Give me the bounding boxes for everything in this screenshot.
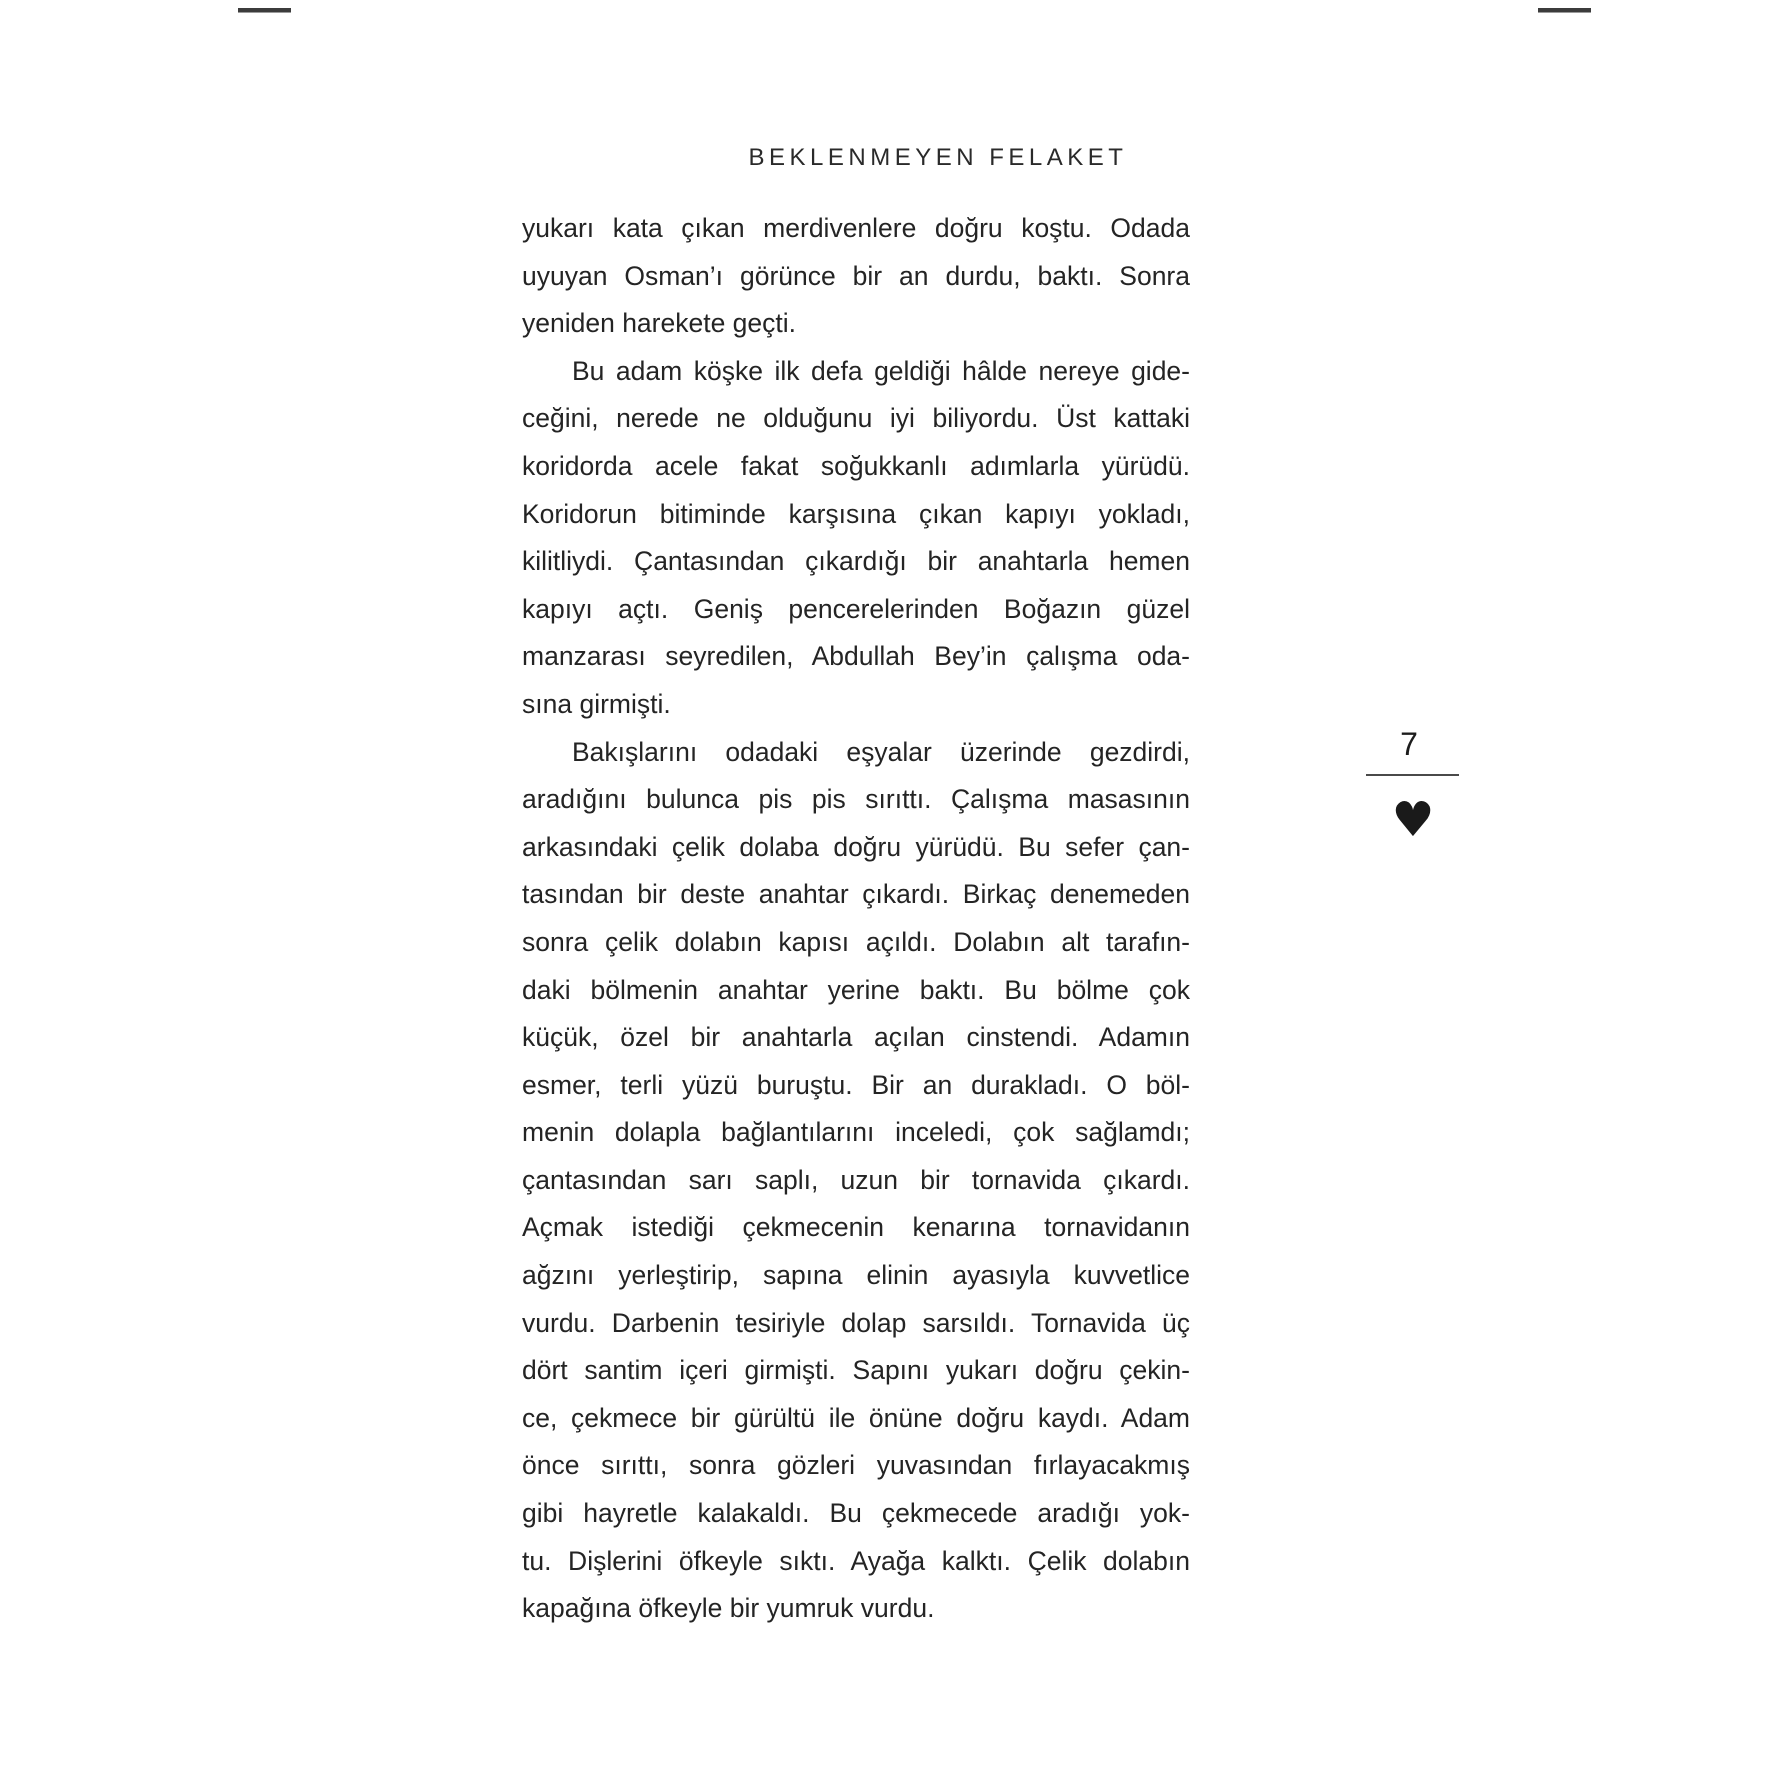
- body-line: tu. Dişlerini öfkeyle sıktı. Ayağa kalktı. Çelik dolabın: [522, 1545, 1190, 1576]
- body-line: çantasından sarı saplı, uzun bir tornavida çıkardı.: [522, 1164, 1190, 1195]
- body-line: ağzını yerleştirip, sapına elinin ayasıyla kuvvetlice: [522, 1260, 1190, 1291]
- corner-mark-left: [238, 8, 291, 13]
- body-line: aradığını bulunca pis pis sırıttı. Çalışma masasının: [522, 784, 1190, 815]
- body-line: dört santim içeri girmişti. Sapını yukarı doğru çekin-: [522, 1355, 1190, 1386]
- body-line: sonra çelik dolabın kapısı açıldı. Dolabın alt tarafın-: [522, 926, 1190, 957]
- body-line: koridorda acele fakat soğukkanlı adımlarla yürüdü.: [522, 450, 1190, 481]
- body-line: esmer, terli yüzü buruştu. Bir an durakladı. O böl-: [522, 1069, 1190, 1100]
- body-line: manzarası seyredilen, Abdullah Bey’in çalışma oda-: [522, 641, 1190, 672]
- separator-line: [1366, 774, 1459, 776]
- body-line: Koridorun bitiminde karşısına çıkan kapıyı yokladı,: [522, 498, 1190, 529]
- body-line: yeniden harekete geçti.: [522, 308, 797, 339]
- body-line: Açmak istediği çekmecenin kenarına tornavidanın: [522, 1212, 1190, 1243]
- body-line: Bakışlarını odadaki eşyalar üzerinde gezdirdi,: [572, 736, 1190, 767]
- body-line: ceğini, nerede ne olduğunu iyi biliyordu. Üst kattaki: [522, 403, 1190, 434]
- heart-icon: ♥: [1391, 792, 1435, 848]
- text-column: [522, 205, 1190, 1633]
- body-line: sına girmişti.: [522, 688, 671, 719]
- body-line: kapıyı açtı. Geniş pencerelerinden Boğazın güzel: [522, 593, 1190, 624]
- body-line: gibi hayretle kalakaldı. Bu çekmecede aradığı yok-: [522, 1498, 1190, 1529]
- body-line: önce sırıttı, sonra gözleri yuvasından fırlayacakmış: [522, 1450, 1190, 1481]
- body-line: daki bölmenin anahtar yerine baktı. Bu bölme çok: [522, 974, 1190, 1005]
- body-line: yukarı kata çıkan merdivenlere doğru koştu. Odada: [522, 213, 1190, 243]
- body-line: kapağına öfkeyle bir yumruk vurdu.: [522, 1593, 935, 1624]
- body-line: kilitliydi. Çantasından çıkardığı bir anahtarla hemen: [522, 546, 1190, 577]
- body-line: menin dolapla bağlantılarını inceledi, çok sağlamdı;: [522, 1117, 1190, 1148]
- body-line: vurdu. Darbenin tesiriyle dolap sarsıldı. Tornavida üç: [522, 1307, 1190, 1338]
- running-header: BEKLENMEYEN FELAKET: [748, 144, 1128, 171]
- body-line: tasından bir deste anahtar çıkardı. Birkaç denemeden: [522, 879, 1190, 910]
- page-number: 7: [1400, 726, 1418, 762]
- body-line: Bu adam köşke ilk defa geldiği hâlde nereye gide-: [572, 355, 1190, 386]
- body-line: arkasındaki çelik dolaba doğru yürüdü. Bu sefer çan-: [522, 831, 1190, 862]
- body-line: küçük, özel bir anahtarla açılan cinstendi. Adamın: [522, 1022, 1190, 1053]
- body-line: ce, çekmece bir gürültü ile önüne doğru kaydı. Adam: [522, 1402, 1190, 1433]
- body-line: uyuyan Osman’ı görünce bir an durdu, baktı. Sonra: [522, 260, 1190, 291]
- corner-mark-right: [1538, 8, 1591, 13]
